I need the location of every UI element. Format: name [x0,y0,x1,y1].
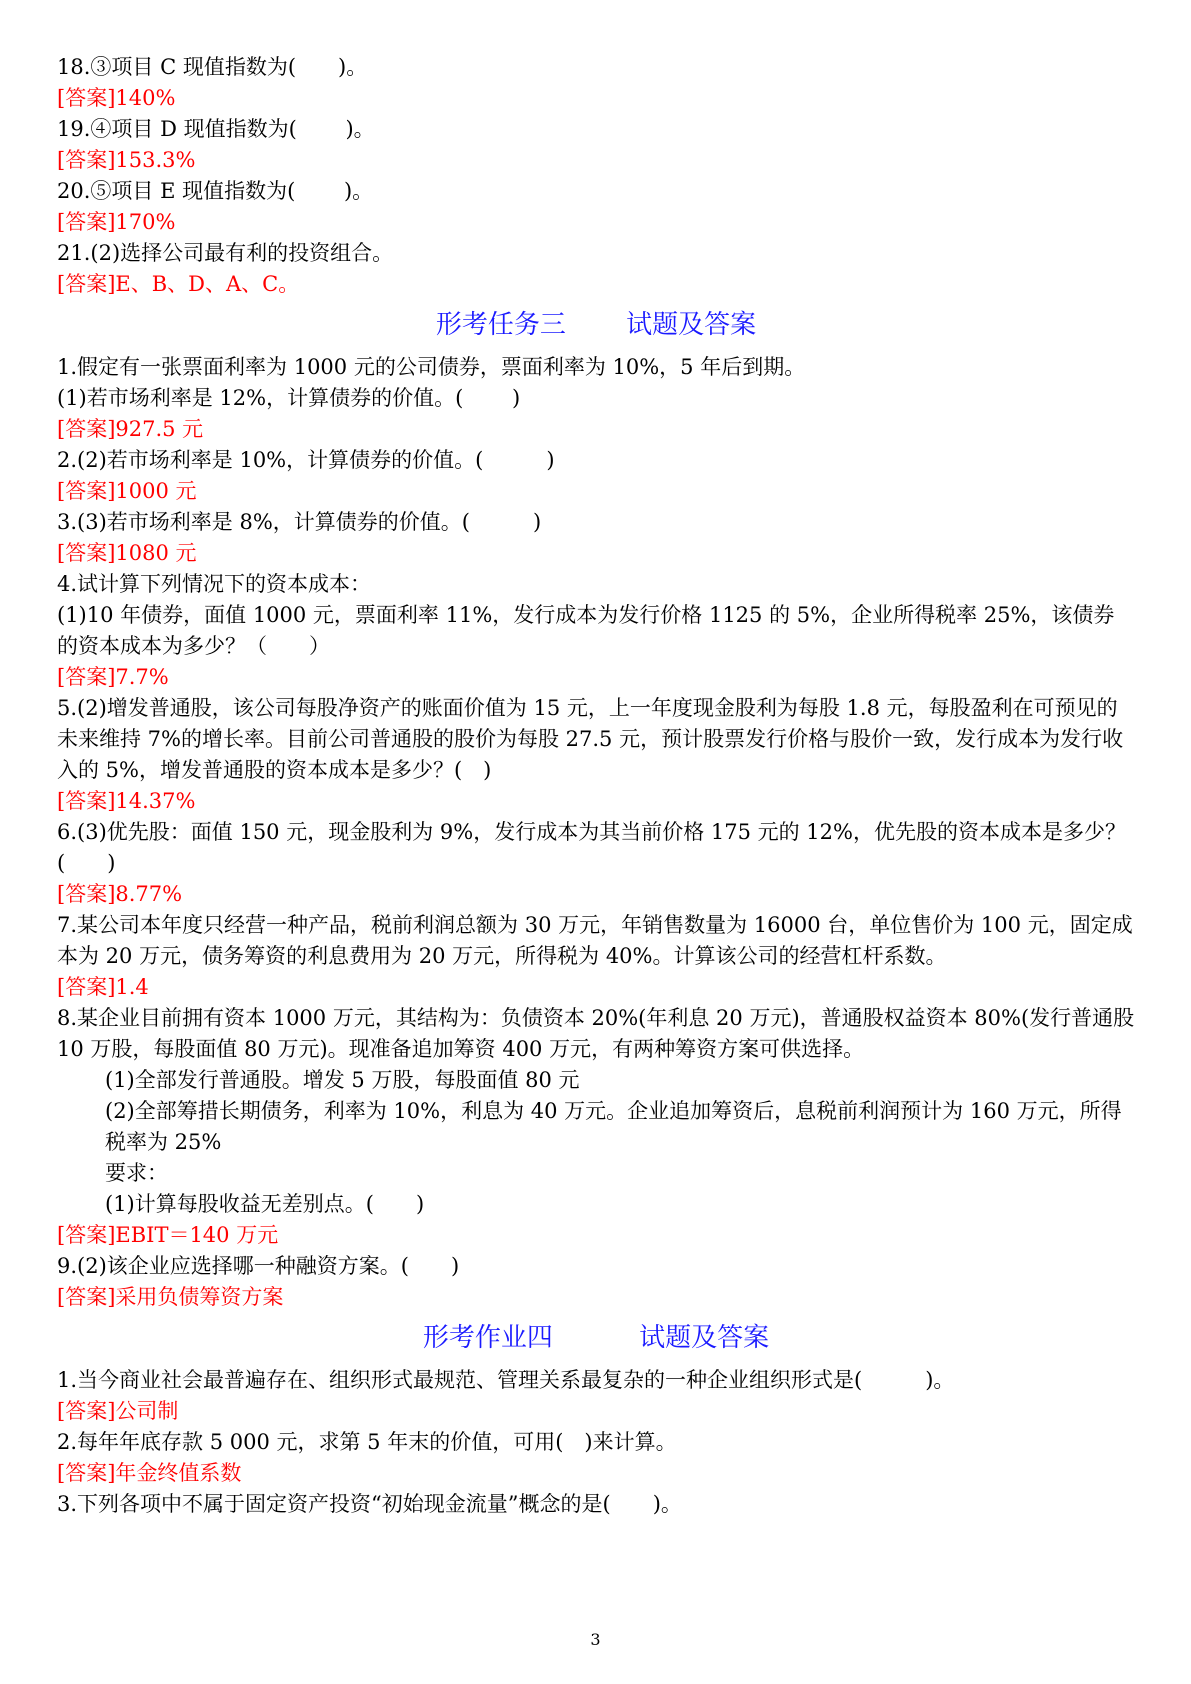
heading-assignment-four: 形考作业四 试题及答案 [422,1323,770,1353]
question-line: 20.⑤项目 E 现值指数为( )。 [57,179,374,203]
question-line: (1)10 年债券，面值 1000 元，票面利率 11%，发行成本为发行价格 1125 的 5%，企业所得税率 25%，该债券的资本成本为多少？（ ） [57,603,1115,658]
question-line: 2.每年年底存款 5 000 元，求第 5 年末的价值，可用( )来计算。 [57,1430,677,1454]
question-line: 5.(2)增发普通股，该公司每股净资产的账面价值为 15 元，上一年度现金股利为每股 1.8 元，每股盈利在可预见的未来维持 7%的增长率。目前公司普通股的股价为每股 27.5 元，预计股票发行价格与股价一致，发行成本为发行收入的 5%，增发普通股的资本成本是多少？( ) [57,696,1124,782]
question-line: 3.(3)若市场利率是 8%，计算债券的价值。( ) [57,510,542,534]
section-top [57,52,1135,300]
answer-line: [答案]140% [57,86,176,110]
answer-line: [答案]7.7% [57,665,169,689]
answer-line: [答案]8.77% [57,882,183,906]
answer-line: [答案]采用负债筹资方案 [57,1285,284,1309]
question-line: 3.下列各项中不属于固定资产投资“初始现金流量”概念的是( )。 [57,1492,682,1516]
answer-line: [答案]14.37% [57,789,196,813]
answer-line: [答案]E、B、D、A、C。 [57,272,300,296]
section-assignment-four [57,1365,1135,1520]
question-line: 6.(3)优先股：面值 150 元，现金股利为 9%，发行成本为其当前价格 175 元的 12%，优先股的资本成本是多少？( ) [57,820,1126,875]
question-line: 要求： [105,1161,168,1185]
question-line: 8.某企业目前拥有资本 1000 万元，其结构为：负债资本 20%(年利息 20 万元)，普通股权益资本 80%(发行普通股 10 万股，每股面值 80 万元)。现准备追加筹资 400 万元，有两种筹资方案可供选择。 [57,1006,1135,1061]
question-line: 1.当今商业社会最普遍存在、组织形式最规范、管理关系最复杂的一种企业组织形式是( )。 [57,1368,955,1392]
question-line: 7.某公司本年度只经营一种产品，税前利润总额为 30 万元，年销售数量为 16000 台，单位售价为 100 元，固定成本为 20 万元，债务筹资的利息费用为 20 万元，所得税为 40%。计算该公司的经营杠杆系数。 [57,913,1133,968]
answer-line: [答案]153.3% [57,148,196,172]
answer-line: [答案]927.5 元 [57,417,204,441]
question-line: 4.试计算下列情况下的资本成本： [57,572,372,596]
question-line: 1.假定有一张票面利率为 1000 元的公司债券，票面利率为 10%，5 年后到期。 [57,355,806,379]
question-line: (1)若市场利率是 12%，计算债券的价值。( ) [57,386,521,410]
heading-task-three: 形考任务三 试题及答案 [435,310,757,340]
answer-line: [答案]1.4 [57,975,149,999]
question-line: (2)全部筹措长期债务，利率为 10%，利息为 40 万元。企业追加筹资后，息税前利润预计为 160 万元，所得税率为 25% [105,1099,1122,1154]
question-line: 9.(2)该企业应选择哪一种融资方案。( ) [57,1254,460,1278]
question-line: 21.(2)选择公司最有利的投资组合。 [57,241,394,265]
answer-line: [答案]年金终值系数 [57,1461,242,1485]
question-line: (1)计算每股收益无差别点。( ) [105,1192,425,1216]
question-line: 2.(2)若市场利率是 10%，计算债券的价值。( ) [57,448,555,472]
page-number: 3 [590,1630,601,1649]
question-line: 19.④项目 D 现值指数为( )。 [57,117,375,141]
section-task-three [57,352,1135,1313]
answer-line: [答案]公司制 [57,1399,179,1423]
question-line: (1)全部发行普通股。增发 5 万股，每股面值 80 元 [105,1068,580,1092]
answer-line: [答案]1000 元 [57,479,197,503]
answer-line: [答案]EBIT＝140 万元 [57,1223,279,1247]
answer-line: [答案]170% [57,210,176,234]
question-line: 18.③项目 C 现值指数为( )。 [57,55,368,79]
answer-line: [答案]1080 元 [57,541,197,565]
